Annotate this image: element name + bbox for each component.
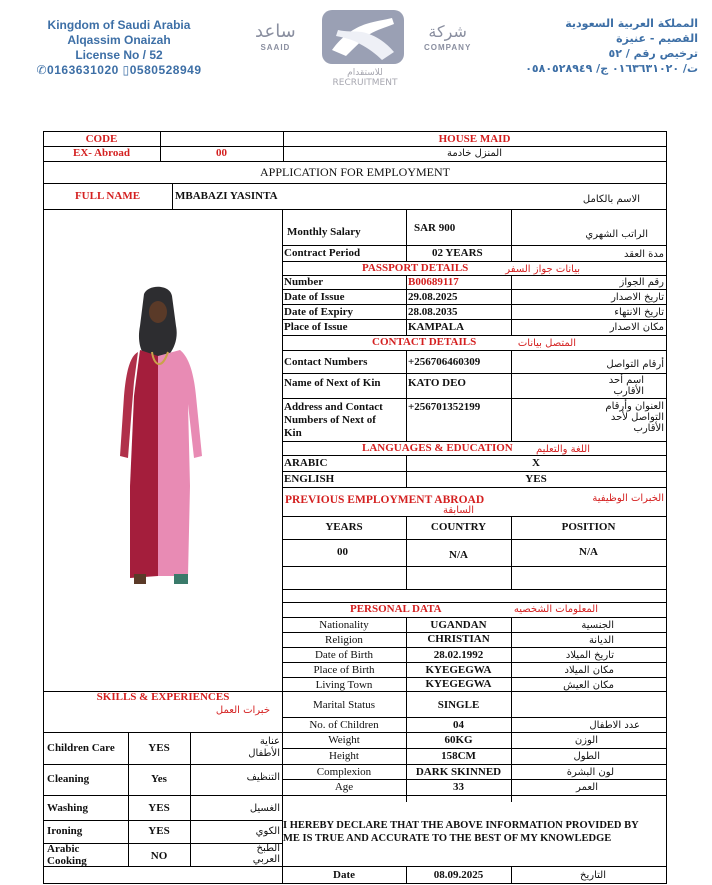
passport-number-label: Number — [284, 276, 324, 288]
hands-logo-icon — [318, 6, 408, 68]
personal-data-header: PERSONAL DATA — [350, 603, 442, 615]
place-of-birth-label: Place of Birth — [313, 664, 375, 676]
years-value: 00 — [337, 546, 348, 558]
skill-children-care-value: YES — [148, 742, 170, 754]
languages-section-header: LANGUAGES & EDUCATION — [362, 442, 513, 454]
contract-period-label-ar: مدة العقد — [624, 249, 664, 260]
country-line: Kingdom of Saudi Arabia — [47, 18, 191, 32]
next-of-kin-label: Name of Next of Kin — [284, 377, 381, 389]
passport-number-value: B00689117 — [408, 276, 459, 288]
nationality-label: Nationality — [319, 619, 369, 631]
complexion-value: DARK SKINNED — [415, 766, 502, 778]
full-name-label: FULL NAME — [74, 190, 141, 202]
passport-section-header: PASSPORT DETAILS — [362, 262, 469, 274]
city-line: Alqassim Onaizah — [67, 33, 171, 47]
recruitment-label: للاستقدام RECRUITMENT — [332, 68, 398, 88]
complexion-label: Complexion — [316, 766, 372, 778]
marital-status-label: Marital Status — [312, 699, 376, 711]
form-title: APPLICATION FOR EMPLOYMENT — [259, 165, 450, 179]
mobile-icon: ▯ — [122, 63, 130, 77]
arabic-language-value: X — [532, 457, 540, 469]
skill-cleaning-value: Yes — [151, 773, 167, 785]
monthly-salary-label-ar: الراتب الشهري — [585, 229, 648, 240]
living-town-label: Living Town — [315, 679, 373, 691]
date-of-birth-label: Date of Birth — [314, 649, 374, 661]
age-label-ar: العمر — [576, 782, 598, 793]
company-info-arabic: المملكة العربية السعودية القصيم - عنيزة ترخيص رقم / ٥٢ ت/ ٠١٦٣٦٣١٠٢٠ ج/ ٠٥٨٠٥٢٨٩٤٩ — [525, 17, 698, 75]
next-of-kin-value: KATO DEO — [408, 377, 466, 389]
years-column-header: YEARS — [325, 521, 363, 533]
company-logo-text: شركة COMPANY — [424, 22, 472, 52]
age-label: Age — [334, 781, 354, 793]
code-value: EX- Abroad — [73, 147, 130, 159]
english-language-label: ENGLISH — [284, 473, 335, 485]
contract-period-value: 02 YEARS — [432, 247, 483, 259]
skill-washing-label-ar: الغسيل — [249, 803, 280, 814]
position-title-ar: المنزل خادمة — [447, 148, 502, 159]
religion-label-ar: الديانة — [588, 635, 614, 646]
expiry-date-value: 28.08.2035 — [408, 306, 458, 318]
skill-ironing-label-ar: الكوي — [255, 826, 280, 837]
place-of-issue-value: KAMPALA — [408, 321, 465, 333]
date-of-birth-label-ar: تاريخ الميلاد — [565, 650, 614, 661]
skills-section-header: SKILLS & EXPERIENCES — [96, 691, 230, 703]
phone-line: ✆0163631020 ▯0580528949 — [36, 63, 202, 77]
monthly-salary-label: Monthly Salary — [287, 226, 361, 238]
skill-washing-label: Washing — [47, 802, 88, 814]
monthly-salary-value: SAR 900 — [414, 222, 456, 234]
skill-children-care-label-ar: عناية الأطفال — [248, 736, 280, 759]
position-title: HOUSE MAID — [438, 133, 511, 145]
weight-value: 60KG — [444, 734, 473, 746]
skill-cleaning-label-ar: التنظيف — [246, 772, 280, 783]
contact-section-header: CONTACT DETAILS — [372, 336, 477, 348]
declaration-line-1: I HEREBY DECLARE THAT THE ABOVE INFORMATION PROVIDED BY — [283, 820, 639, 831]
languages-section-header-ar: اللغة والتعليم — [536, 444, 590, 455]
weight-label-ar: الوزن — [574, 735, 598, 746]
contract-period-label: Contract Period — [284, 247, 361, 259]
contact-section-header-ar: المتصل بيانات — [517, 338, 576, 349]
skill-ironing-label: Ironing — [47, 825, 83, 837]
religion-label: Religion — [325, 634, 363, 646]
code-number: 00 — [216, 147, 227, 159]
religion-value: CHRISTIAN — [427, 633, 490, 645]
passport-section-header-ar: بيانات جواز السفر — [505, 264, 580, 275]
previous-employment-header-ar: الخبرات الوظيفية — [592, 493, 664, 504]
country-value: N/A — [449, 549, 468, 561]
personal-data-header-ar: المعلومات الشخصيه — [513, 604, 598, 615]
english-language-value: YES — [525, 473, 547, 485]
next-of-kin-label-ar: اسم أحد الأقارب — [608, 375, 644, 397]
license-line: License No / 52 — [75, 48, 163, 62]
children-count-label-ar: عدد الاطفال — [589, 720, 640, 731]
issue-date-label: Date of Issue — [284, 291, 345, 303]
expiry-date-label: Date of Expiry — [284, 306, 354, 318]
skill-cleaning-label: Cleaning — [47, 773, 90, 785]
weight-label: Weight — [328, 734, 360, 746]
date-value: 08.09.2025 — [433, 869, 484, 881]
children-count-value: 04 — [453, 719, 464, 731]
nationality-label-ar: الجنسية — [581, 620, 614, 631]
children-count-label: No. of Children — [309, 719, 379, 731]
declaration-line-2: ME IS TRUE AND ACCURATE TO THE BEST OF MY KNOWLEDGE — [283, 833, 612, 844]
skill-arabic-cooking-label: Arabic Cooking — [47, 843, 87, 867]
arabic-language-label: ARABIC — [284, 457, 328, 469]
kin-address-label-ar: العنوان وأرقام التواصل لأحد الأقارب — [605, 401, 664, 434]
country-column-header: COUNTRY — [430, 521, 487, 533]
saad-logo-text: ساعد SAAID — [255, 21, 296, 52]
skill-children-care-label: Children Care — [47, 742, 115, 754]
skill-arabic-cooking-label-ar: الطبخ العربي — [252, 843, 280, 865]
age-value: 33 — [453, 781, 464, 793]
company-info-english — [14, 18, 224, 78]
place-of-issue-label-ar: مكان الاصدار — [609, 322, 664, 333]
place-of-birth-value: KYEGEGWA — [425, 664, 492, 676]
date-label-ar: التاريخ — [580, 870, 606, 881]
contact-numbers-label-ar: أرقام التواصل — [606, 359, 664, 370]
full-name-label-ar: الاسم بالكامل — [582, 194, 640, 205]
marital-status-value: SINGLE — [437, 699, 480, 711]
position-column-header: POSITION — [561, 521, 616, 533]
date-label: Date — [333, 869, 355, 881]
skill-ironing-value: YES — [148, 825, 170, 837]
full-name-value: MBABAZI YASINTA — [175, 190, 278, 202]
height-label: Height — [329, 750, 359, 762]
applicant-photo — [110, 286, 210, 592]
skills-section-header-ar: خبرات العمل — [215, 705, 270, 716]
kin-address-value: +256701352199 — [408, 401, 481, 413]
height-label-ar: الطول — [573, 751, 600, 762]
expiry-date-label-ar: تاريخ الانتهاء — [614, 307, 664, 318]
nationality-value: UGANDAN — [430, 619, 487, 631]
complexion-label-ar: لون البشرة — [566, 767, 614, 778]
living-town-label-ar: مكان العيش — [563, 680, 614, 691]
height-value: 158CM — [441, 750, 476, 762]
passport-number-label-ar: رقم الجواز — [619, 277, 664, 288]
previous-employment-header-ar2: السابقة — [443, 505, 474, 516]
phone-icon: ✆ — [36, 63, 48, 77]
living-town-value: KYEGEGWA — [425, 678, 492, 690]
place-of-birth-label-ar: مكان الميلاد — [564, 665, 614, 676]
issue-date-value: 29.08.2025 — [408, 291, 458, 303]
contact-numbers-value: +256706460309 — [408, 356, 481, 368]
kin-address-label: Address and Contact Numbers of Next of Kin — [284, 401, 383, 439]
previous-employment-header: PREVIOUS EMPLOYMENT ABROAD — [285, 494, 485, 506]
issue-date-label-ar: تاريخ الاصدار — [611, 292, 664, 303]
skill-washing-value: YES — [148, 802, 170, 814]
skill-arabic-cooking-value: NO — [150, 850, 168, 862]
contact-numbers-label: Contact Numbers — [284, 356, 368, 368]
date-of-birth-value: 28.02.1992 — [433, 649, 484, 661]
place-of-issue-label: Place of Issue — [284, 321, 348, 333]
code-label: CODE — [85, 133, 118, 145]
position-value: N/A — [579, 546, 598, 558]
